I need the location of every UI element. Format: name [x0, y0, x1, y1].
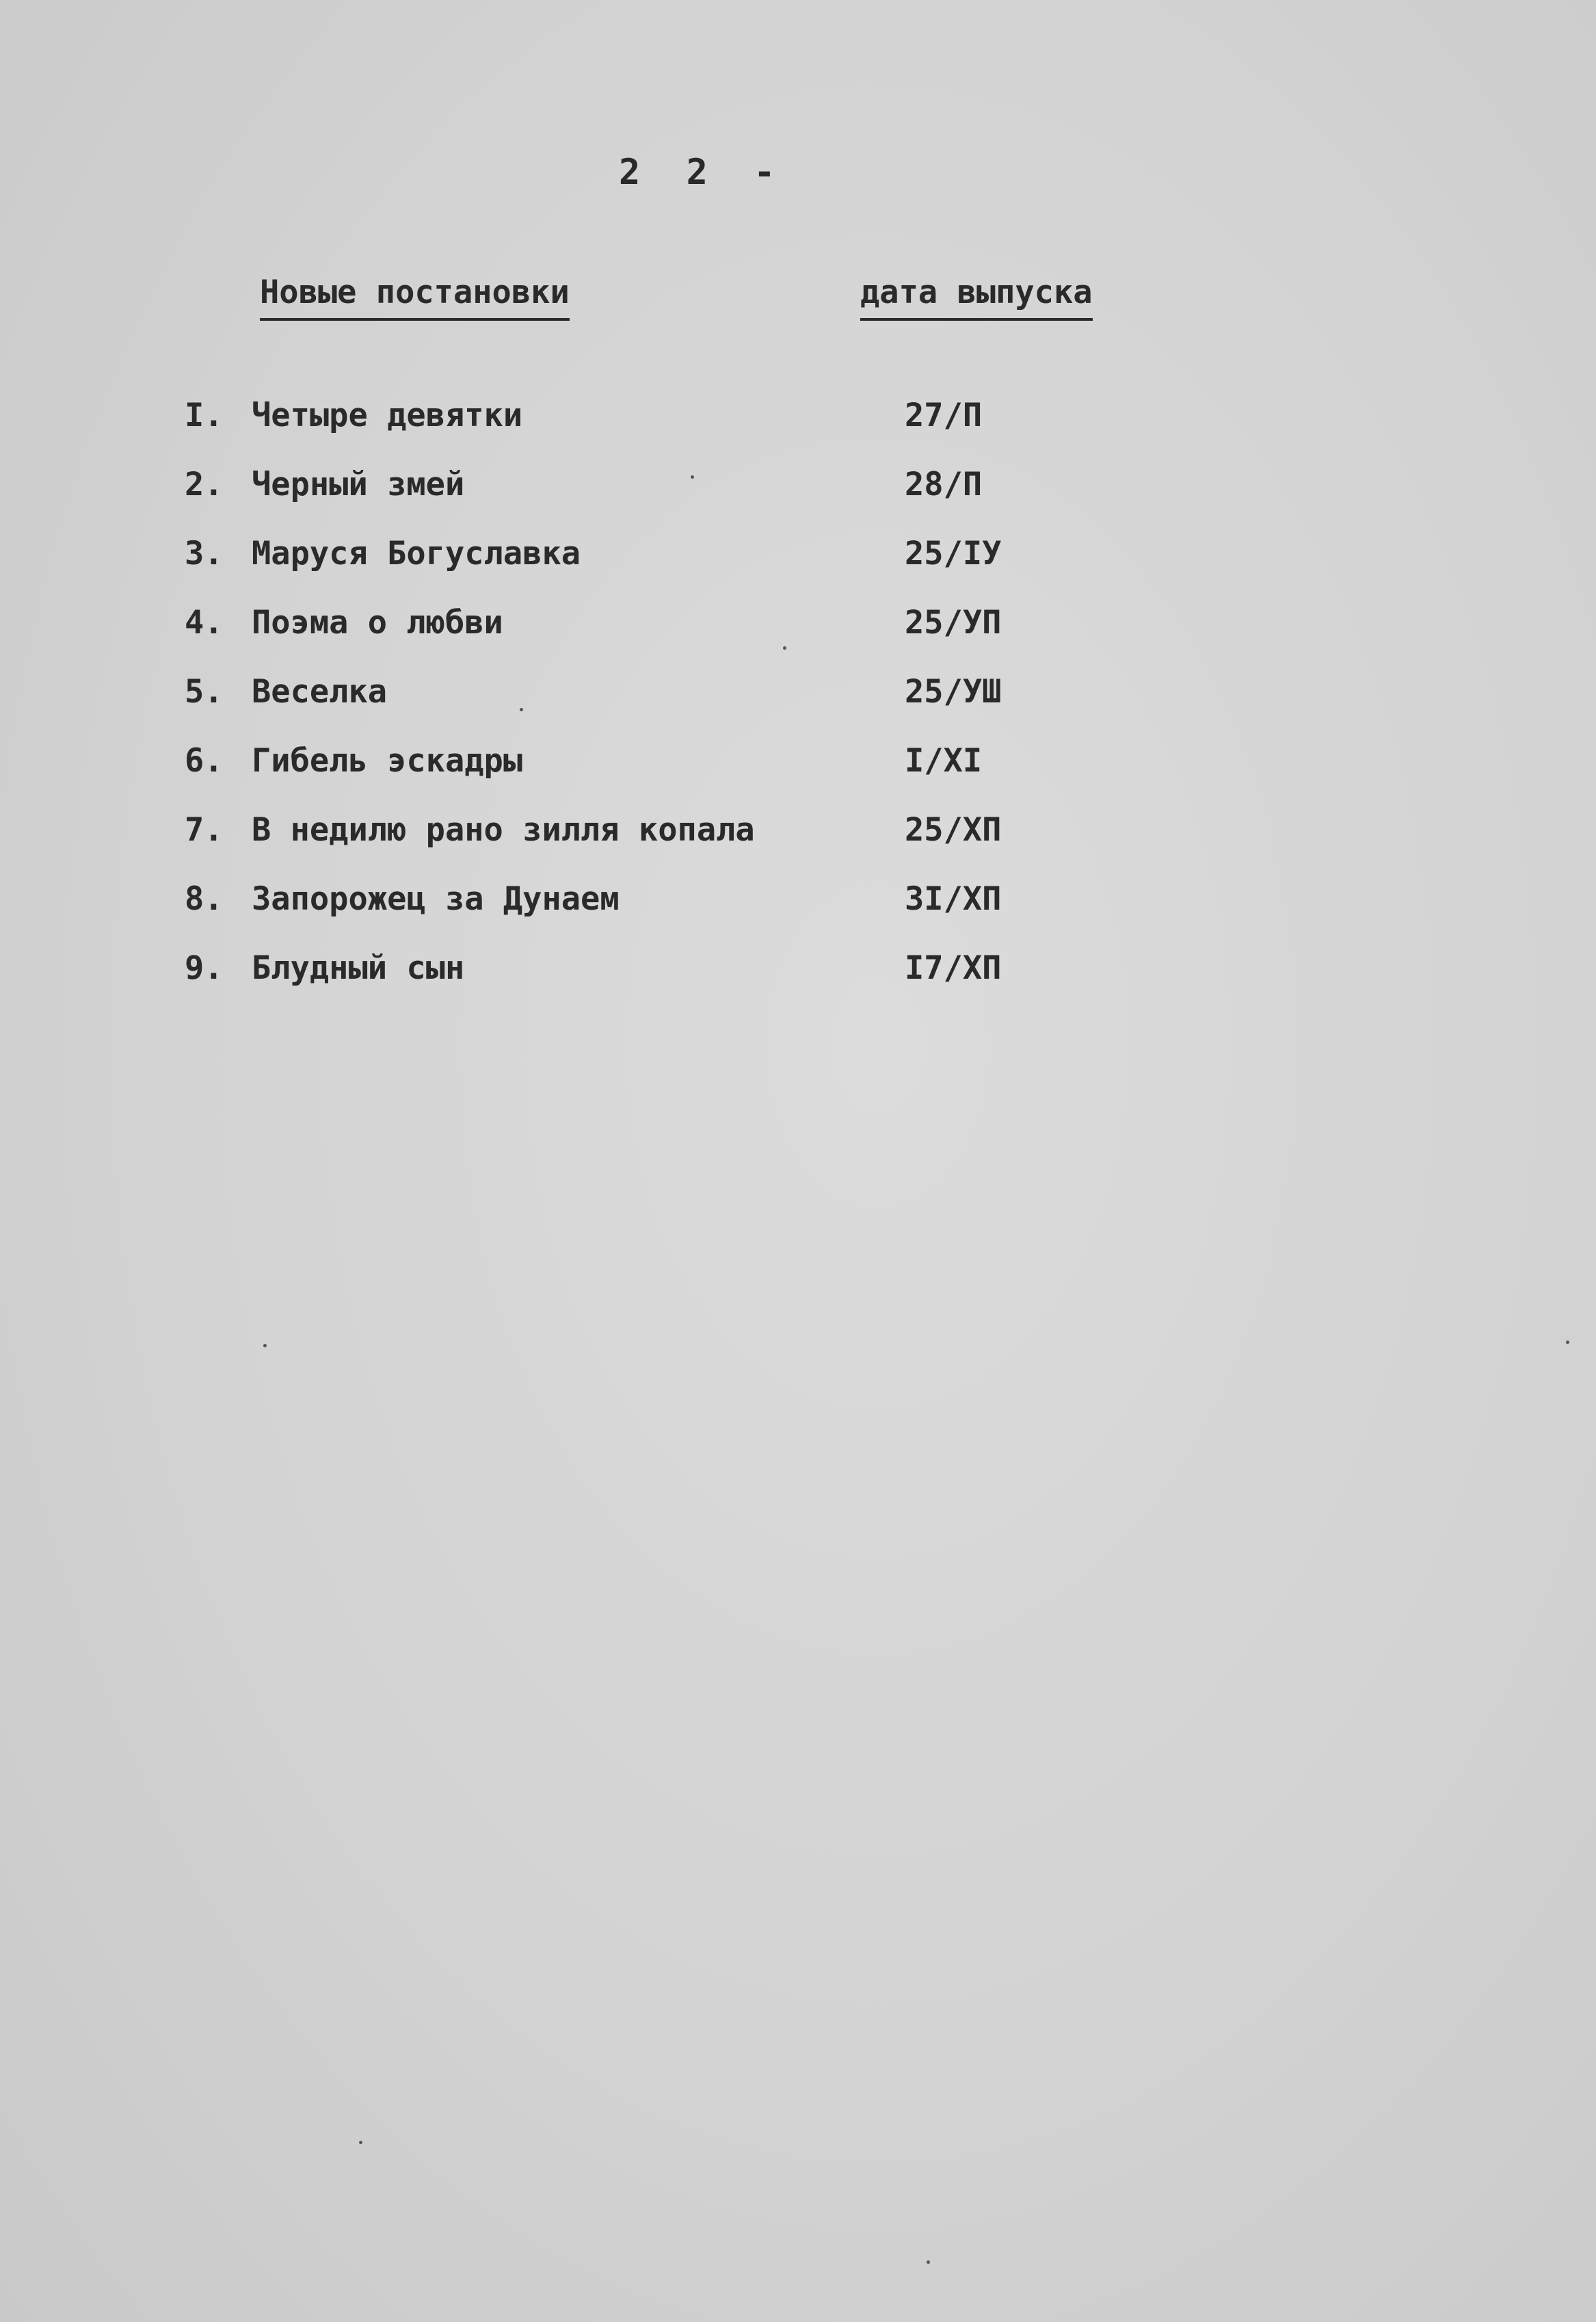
productions-list — [185, 397, 1074, 1018]
item-date: 25/ХП — [905, 811, 1002, 849]
item-number: 3. — [185, 535, 224, 572]
item-title: Веселка — [252, 673, 388, 711]
list-item — [185, 673, 1074, 742]
paper-speck — [359, 2141, 362, 2144]
item-number: 9. — [185, 949, 224, 987]
item-title: Маруся Богуславка — [252, 535, 581, 572]
item-number: 5. — [185, 673, 224, 711]
item-number: 6. — [185, 742, 224, 780]
column-header-date: дата выпуска — [860, 274, 1093, 321]
paper-speck — [520, 708, 523, 711]
list-item — [185, 742, 1074, 811]
list-item — [185, 397, 1074, 466]
list-item — [185, 949, 1074, 1018]
paper-speck — [263, 1344, 267, 1347]
item-number: I. — [185, 397, 224, 434]
paper-speck — [1566, 1341, 1569, 1344]
item-number: 8. — [185, 880, 224, 918]
column-header-title: Новые постановки — [260, 274, 570, 321]
item-title: Четыре девятки — [252, 397, 523, 434]
item-title: Черный змей — [252, 466, 465, 503]
item-number: 4. — [185, 604, 224, 642]
list-item — [185, 880, 1074, 949]
item-date: 28/П — [905, 466, 983, 503]
paper-speck — [691, 475, 694, 479]
item-number: 2. — [185, 466, 224, 503]
paper-speck — [927, 2260, 930, 2264]
paper-speck — [783, 646, 786, 650]
item-date: 25/IУ — [905, 535, 1002, 572]
item-date: I/XI — [905, 742, 983, 780]
item-number: 7. — [185, 811, 224, 849]
list-item — [185, 535, 1074, 604]
item-date: 25/УП — [905, 604, 1002, 642]
list-item — [185, 604, 1074, 673]
item-title: Гибель эскадры — [252, 742, 523, 780]
item-title: Запорожец за Дунаем — [252, 880, 620, 918]
list-item — [185, 466, 1074, 535]
item-date: I7/ХП — [905, 949, 1002, 987]
item-title: Блудный сын — [252, 949, 465, 987]
item-date: 3I/ХП — [905, 880, 1002, 918]
item-date: 25/УШ — [905, 673, 1002, 711]
item-title: В недилю рано зилля копала — [252, 811, 755, 849]
page-number: 2 2 - — [619, 152, 788, 193]
list-item — [185, 811, 1074, 880]
item-date: 27/П — [905, 397, 983, 434]
item-title: Поэма о любви — [252, 604, 503, 642]
